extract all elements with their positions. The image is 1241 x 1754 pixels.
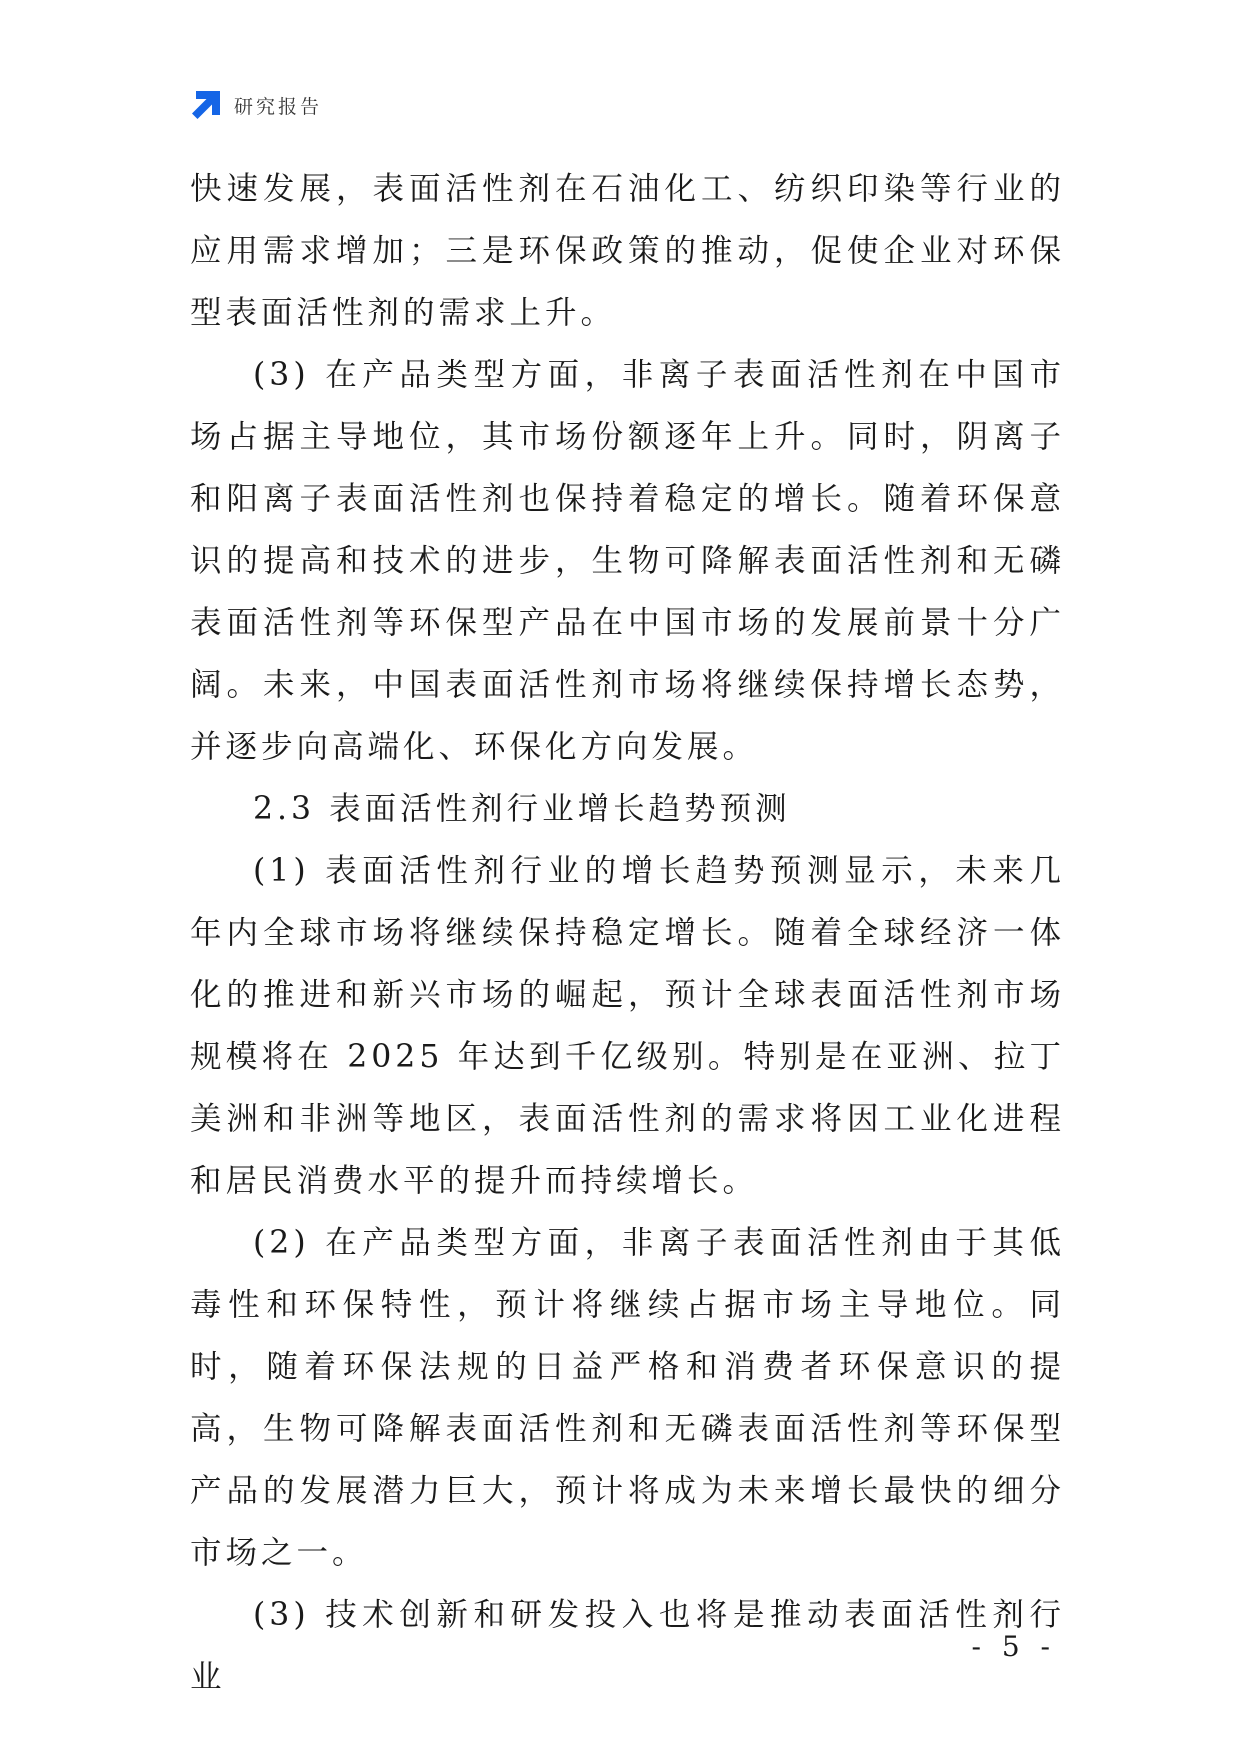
paragraph-product-types-china: (3) 在产品类型方面，非离子表面活性剂在中国市场占据主导地位，其市场份额逐年上升。同时，阴离子和阳离子表面活性剂也保持着稳定的增长。随着环保意识的提高和技术的进步，生物可降解表面活性剂和无磷表面活性剂等环保型产品在中国市场的发展前景十分广阔。未来，中国表面活性剂市场将继续保持增长态势，并逐步向高端化、环保化方向发展。 — [190, 357, 1065, 765]
document-body — [190, 158, 1065, 1708]
section-heading: 2.3 表面活性剂行业增长趋势预测 — [253, 791, 791, 827]
paragraph-growth-forecast: (1) 表面活性剂行业的增长趋势预测显示，未来几年内全球市场将继续保持稳定增长。随着全球经济一体化的推进和新兴市场的崛起，预计全球表面活性剂市场规模将在 2025 年达到千亿级别。特别是在亚洲、拉丁美洲和非洲等地区，表面活性剂的需求将因工业化进程和居民消费水平的提升而持续增长。 — [190, 853, 1065, 1199]
report-header — [190, 88, 322, 122]
paragraph-technology-innovation: (3) 技术创新和研发投入也将是推动表面活性剂行业 — [190, 1597, 1065, 1695]
paragraph-continuation: 快速发展，表面活性剂在石油化工、纺织印染等行业的应用需求增加；三是环保政策的推动，促使企业对环保型表面活性剂的需求上升。 — [190, 171, 1065, 331]
header-title: 研究报告 — [234, 95, 323, 118]
paragraph-product-types-forecast: (2) 在产品类型方面，非离子表面活性剂由于其低毒性和环保特性，预计将继续占据市场主导地位。同时，随着环保法规的日益严格和消费者环保意识的提高，生物可降解表面活性剂和无磷表面活性剂等环保型产品的发展潜力巨大，预计将成为未来增长最快的细分市场之一。 — [190, 1225, 1065, 1571]
page-number: - 5 - — [971, 1630, 1056, 1663]
arrow-up-right-icon — [190, 89, 222, 121]
